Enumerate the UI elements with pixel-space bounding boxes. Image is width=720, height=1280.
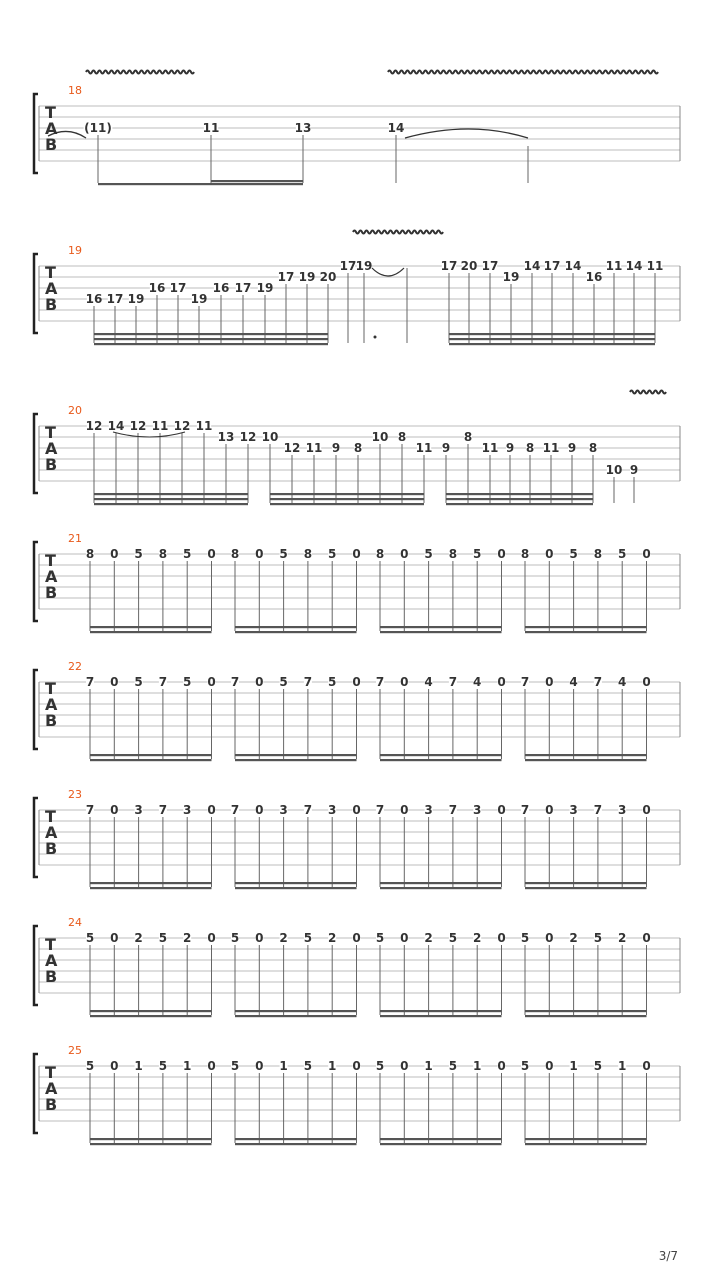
fret-number: 4 [473,675,482,689]
fret-number: 11 [481,441,499,455]
system-bracket [34,926,38,1005]
fret-number: 3 [618,803,627,817]
tab-system [34,788,680,889]
fret-number: 12 [283,441,301,455]
fret-number: 9 [331,441,341,455]
fret-number: 9 [567,441,577,455]
fret-number: 14 [107,419,125,433]
fret-number: 2 [618,931,627,945]
fret-number: 8 [375,547,385,561]
beam [211,180,303,182]
fret-number: 5 [279,547,288,561]
fret-number: 7 [230,803,240,817]
fret-number: 1 [473,1059,482,1073]
beam [286,338,328,340]
fret-number: 5 [303,1059,313,1073]
fret-number: 0 [497,1059,506,1073]
fret-number: 5 [134,675,143,689]
fret-number: 7 [303,803,313,817]
system-bracket [34,542,38,621]
tab-clef-letter: T [45,103,56,122]
beam [235,1143,357,1145]
fret-number: 5 [448,931,458,945]
tab-clef-letter: B [45,1095,58,1114]
beam [90,1015,212,1017]
fret-number: 11 [646,259,664,273]
fret-number: 14 [387,121,405,135]
fret-number: 11 [305,441,323,455]
beam [446,498,593,500]
beam [525,1010,647,1012]
fret-number: 0 [497,931,506,945]
beam [525,1015,647,1017]
fret-number: 0 [352,1059,361,1073]
fret-number: 7 [158,803,168,817]
beam [90,626,212,628]
fret-number: 7 [520,803,530,817]
fret-number: 5 [569,547,578,561]
beam [98,183,303,185]
fret-number: 7 [593,803,603,817]
fret-number: 17 [106,292,124,306]
tab-clef-letter: B [45,295,58,314]
fret-number: 7 [520,675,530,689]
beam [94,503,248,505]
fret-number: 0 [110,675,119,689]
beam [235,759,357,761]
fret-number: 19 [298,270,316,284]
fret-number: 16 [212,281,230,295]
measure-number: 24 [68,916,82,929]
fret-number: 5 [183,547,192,561]
tab-clef-letter: T [45,263,56,282]
fret-number: 16 [585,270,603,284]
fret-number: 12 [129,419,147,433]
fret-number: 0 [400,803,409,817]
fret-number: 8 [353,441,363,455]
fret-number: 19 [256,281,274,295]
fret-number: 7 [85,675,95,689]
fret-number: 17 [440,259,458,273]
beam [380,887,502,889]
fret-number: 2 [473,931,482,945]
beam [525,882,647,884]
fret-number: 1 [569,1059,578,1073]
fret-number: 19 [190,292,208,306]
fret-number: 0 [400,931,409,945]
beam [380,631,502,633]
fret-number: 17 [169,281,187,295]
beam [380,1010,502,1012]
fret-number: 8 [158,547,168,561]
fret-number: 0 [545,1059,554,1073]
fret-number: 0 [352,675,361,689]
tab-clef-letter: T [45,551,56,570]
fret-number: 3 [183,803,192,817]
beam [270,503,424,505]
fret-number: 0 [110,1059,119,1073]
measure-number: 23 [68,788,82,801]
fret-number: 8 [85,547,95,561]
beam [90,887,212,889]
system-bracket [34,670,38,749]
fret-number: 16 [148,281,166,295]
tab-clef-letter: T [45,1063,56,1082]
measure-number: 20 [68,404,82,417]
tie-arc [372,268,404,276]
beam [235,626,357,628]
tab-system [34,391,680,506]
beam [235,754,357,756]
fret-number: 7 [158,675,168,689]
slide-arc [405,129,528,138]
fret-number: 14 [564,259,582,273]
fret-number: 20 [460,259,478,273]
fret-number: 12 [85,419,103,433]
vibrato-mark [353,231,443,234]
system-bracket [34,94,38,173]
fret-number: 3 [328,803,337,817]
fret-number: 1 [424,1059,433,1073]
fret-number: 9 [629,463,639,477]
beam [380,1138,502,1140]
fret-number: 0 [400,547,409,561]
fret-number: 8 [593,547,603,561]
fret-number: 0 [642,931,651,945]
fret-number: 1 [183,1059,192,1073]
fret-number: 0 [545,803,554,817]
fret-number: 5 [230,931,240,945]
fret-number: 11 [542,441,560,455]
fret-number: 8 [303,547,313,561]
fret-number: 7 [448,803,458,817]
fret-number: 5 [183,675,192,689]
fret-number: 5 [279,675,288,689]
fret-number: 0 [255,547,264,561]
beam [286,333,328,335]
fret-number: 5 [328,675,337,689]
fret-number: 0 [352,547,361,561]
beam [90,882,212,884]
fret-number: 20 [319,270,337,284]
fret-number: 11 [415,441,433,455]
tab-clef-letter: B [45,711,58,730]
fret-number: (11) [84,121,112,135]
page-number: 3/7 [658,1249,678,1263]
fret-number: 7 [230,675,240,689]
tab-clef-letter: A [45,823,58,842]
beam [94,333,286,335]
fret-number: 2 [328,931,337,945]
beam [525,759,647,761]
beam [525,631,647,633]
beam [525,626,647,628]
fret-number: 0 [545,931,554,945]
beam [90,1143,212,1145]
fret-number: 3 [279,803,288,817]
fret-number: 9 [505,441,515,455]
beam [235,1138,357,1140]
fret-number: 5 [328,547,337,561]
fret-number: 1 [328,1059,337,1073]
beam [380,626,502,628]
beam [235,1010,357,1012]
beam [525,1138,647,1140]
fret-number: 1 [134,1059,143,1073]
fret-number: 14 [523,259,541,273]
fret-number: 16 [85,292,103,306]
beam [380,1015,502,1017]
beam [90,759,212,761]
beam [380,754,502,756]
beam [525,754,647,756]
beam [380,759,502,761]
fret-number: 7 [448,675,458,689]
tab-clef-letter: B [45,135,58,154]
measure-number: 19 [68,244,82,257]
beam [449,343,655,345]
fret-number: 4 [618,675,627,689]
fret-number: 0 [207,675,216,689]
vibrato-mark [388,71,658,74]
vibrato-mark [630,391,666,394]
fret-number: 11 [151,419,169,433]
fret-number: 17 [543,259,561,273]
fret-number: 7 [303,675,313,689]
fret-number: 13 [217,430,235,444]
beam [446,503,593,505]
fret-number: 19 [502,270,520,284]
fret-number: 5 [85,931,95,945]
fret-number: 0 [255,675,264,689]
beam [525,1143,647,1145]
tab-clef-letter: T [45,423,56,442]
system-bracket [34,798,38,877]
fret-number: 0 [497,547,506,561]
fret-number: 0 [110,803,119,817]
fret-number: 0 [642,1059,651,1073]
fret-number: 5 [230,1059,240,1073]
fret-number: 14 [625,259,643,273]
fret-number: 19 [355,259,373,273]
fret-number: 0 [642,675,651,689]
fret-number: 10 [605,463,623,477]
tab-clef-letter: A [45,279,58,298]
beam [286,343,328,345]
fret-number: 8 [520,547,530,561]
fret-number: 5 [448,1059,458,1073]
fret-number: 0 [207,803,216,817]
beam [380,1143,502,1145]
beam [94,343,286,345]
fret-number: 5 [593,931,603,945]
fret-number: 0 [255,1059,264,1073]
fret-number: 5 [618,547,627,561]
tab-clef-letter: T [45,679,56,698]
fret-number: 4 [424,675,433,689]
fret-number: 0 [110,547,119,561]
measure-number: 22 [68,660,82,673]
tab-system [34,916,680,1017]
fret-number: 1 [279,1059,288,1073]
fret-number: 2 [279,931,288,945]
beam [235,1015,357,1017]
fret-number: 5 [520,931,530,945]
fret-number: 5 [134,547,143,561]
fret-number: 4 [569,675,578,689]
beam [90,1010,212,1012]
fret-number: 5 [158,1059,168,1073]
tab-clef-letter: A [45,119,58,138]
beam [90,754,212,756]
system-bracket [34,1054,38,1133]
fret-number: 2 [134,931,143,945]
tab-system [34,660,680,761]
tab-clef-letter: A [45,567,58,586]
fret-number: 5 [593,1059,603,1073]
measure-number: 18 [68,84,82,97]
fret-number: 0 [207,547,216,561]
beam [270,493,424,495]
fret-number: 0 [642,547,651,561]
measure-number: 21 [68,532,82,545]
fret-number: 3 [424,803,433,817]
beam [94,498,248,500]
beam [90,1138,212,1140]
fret-number: 3 [134,803,143,817]
fret-number: 3 [473,803,482,817]
fret-number: 5 [85,1059,95,1073]
tab-system [34,532,680,633]
fret-number: 12 [239,430,257,444]
tab-clef-letter: A [45,695,58,714]
fret-number: 3 [569,803,578,817]
fret-number: 5 [473,547,482,561]
fret-number: 8 [448,547,458,561]
fret-number: 13 [294,121,312,135]
fret-number: 11 [202,121,220,135]
fret-number: 10 [261,430,279,444]
tab-clef-letter: B [45,839,58,858]
fret-number: 10 [371,430,389,444]
fret-number: 19 [127,292,145,306]
fret-number: 8 [525,441,535,455]
fret-number: 0 [207,1059,216,1073]
beam [449,333,655,335]
fret-number: 0 [642,803,651,817]
fret-number: 8 [588,441,598,455]
beam [525,887,647,889]
tab-clef-letter: A [45,439,58,458]
fret-number: 5 [424,547,433,561]
fret-number: 5 [303,931,313,945]
fret-number: 1 [618,1059,627,1073]
tab-system [34,71,680,186]
fret-number: 0 [497,675,506,689]
beam [90,631,212,633]
beam [235,631,357,633]
dot [374,336,377,339]
fret-number: 0 [110,931,119,945]
fret-number: 0 [497,803,506,817]
tab-system [34,1044,680,1145]
beam [380,882,502,884]
fret-number: 0 [352,931,361,945]
fret-number: 5 [375,1059,385,1073]
fret-number: 7 [593,675,603,689]
fret-number: 0 [400,1059,409,1073]
fret-number: 8 [463,430,473,444]
tab-clef-letter: B [45,583,58,602]
fret-number: 2 [569,931,578,945]
tab-system [34,231,680,346]
tab-clef-letter: B [45,455,58,474]
fret-number: 2 [424,931,433,945]
beam [446,493,593,495]
beam [449,338,655,340]
fret-number: 0 [352,803,361,817]
tab-clef-letter: T [45,935,56,954]
fret-number: 7 [375,803,385,817]
tab-clef-letter: A [45,1079,58,1098]
fret-number: 0 [255,931,264,945]
tab-clef-letter: T [45,807,56,826]
fret-number: 17 [339,259,357,273]
beam [94,338,286,340]
fret-number: 5 [520,1059,530,1073]
fret-number: 17 [277,270,295,284]
fret-number: 2 [183,931,192,945]
beam [235,882,357,884]
fret-number: 5 [375,931,385,945]
fret-number: 0 [207,931,216,945]
beam [94,493,248,495]
fret-number: 0 [545,675,554,689]
fret-number: 8 [230,547,240,561]
fret-number: 17 [234,281,252,295]
fret-number: 12 [173,419,191,433]
measure-number: 25 [68,1044,82,1057]
fret-number: 0 [545,547,554,561]
fret-number: 11 [605,259,623,273]
vibrato-mark [86,71,194,74]
fret-number: 0 [400,675,409,689]
fret-number: 11 [195,419,213,433]
beam [270,498,424,500]
fret-number: 5 [158,931,168,945]
beam [235,887,357,889]
tab-clef-letter: B [45,967,58,986]
fret-number: 9 [441,441,451,455]
fret-number: 7 [375,675,385,689]
tab-clef-letter: A [45,951,58,970]
fret-number: 8 [397,430,407,444]
fret-number: 0 [255,803,264,817]
system-bracket [34,254,38,333]
fret-number: 17 [481,259,499,273]
system-bracket [34,414,38,493]
fret-number: 7 [85,803,95,817]
